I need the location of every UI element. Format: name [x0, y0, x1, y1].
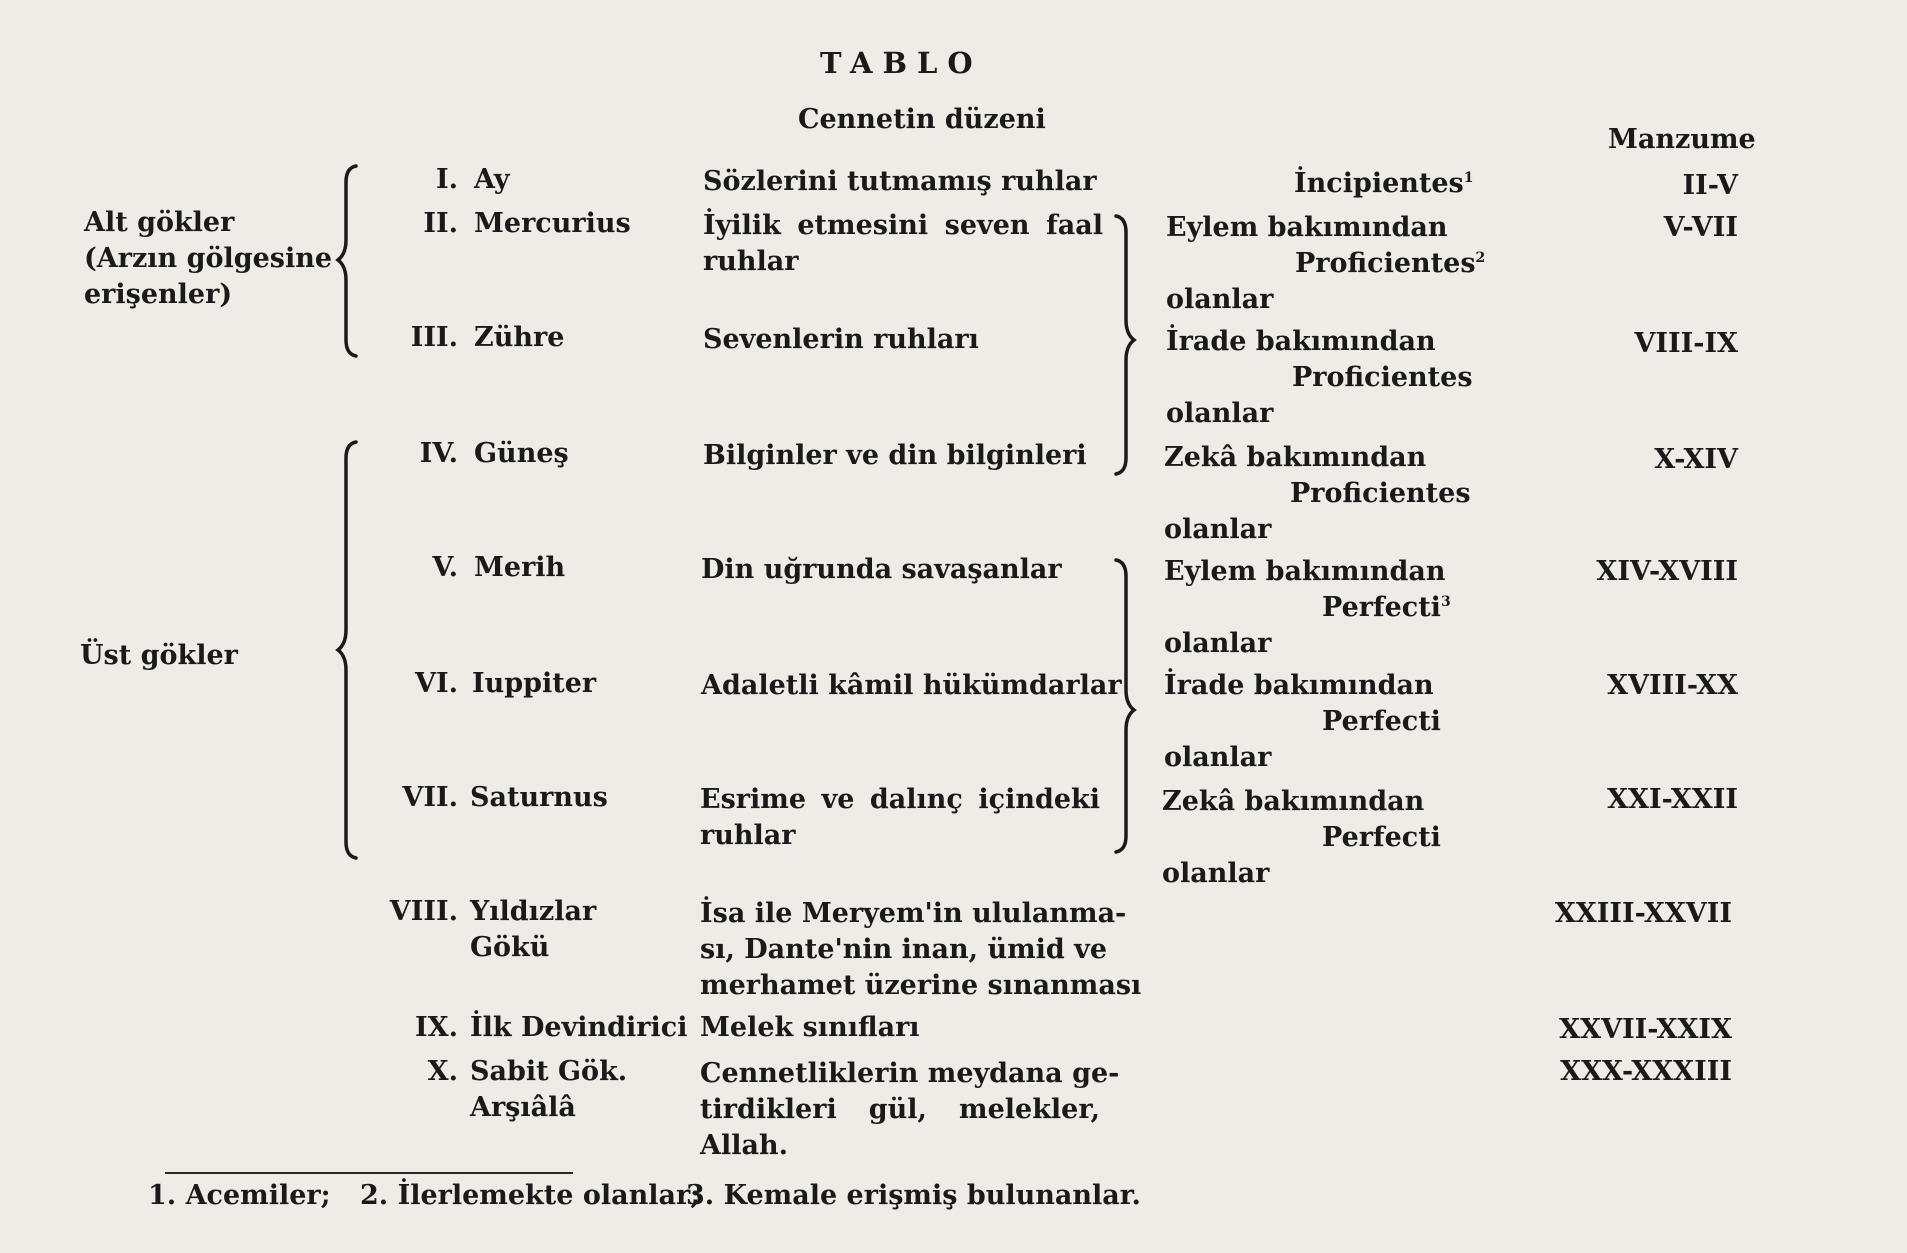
footnote-3: 3. Kemale erişmiş bulunanlar.: [686, 1180, 1141, 1211]
sphere-number: II.: [423, 208, 458, 239]
souls-description-line: ruhlar: [700, 820, 796, 851]
souls-description-line: ruhlar: [703, 246, 799, 277]
souls-description-line: sı, Dante'nin inan, ümid ve: [700, 934, 1108, 965]
souls-description-line: tirdikleri gül, melekler,: [700, 1094, 1100, 1125]
sphere-name: Ay: [474, 164, 510, 195]
sphere-name: İlk Devindirici: [470, 1012, 688, 1043]
category-suffix: olanlar: [1166, 398, 1274, 429]
table-title: TABLO: [820, 46, 983, 80]
sphere-name: Zühre: [474, 322, 565, 353]
category-suffix: olanlar: [1164, 514, 1272, 545]
souls-description-line: Esrime ve dalınç içindeki: [700, 784, 1100, 815]
category-term: İncipientes$^1$: [1294, 168, 1474, 199]
aspect-label: Eylem bakımından: [1164, 556, 1446, 587]
canto-range: X-XIV: [1654, 444, 1738, 475]
souls-description-line: İsa ile Meryem'in ululanma-: [700, 898, 1127, 929]
souls-description-line: Allah.: [700, 1130, 788, 1161]
category-suffix: olanlar: [1164, 742, 1272, 773]
aspect-label: Zekâ bakımından: [1162, 786, 1425, 817]
souls-description-line: merhamet üzerine sınanması: [700, 970, 1142, 1001]
lower-heavens-brace: [338, 166, 356, 356]
category-term: Perfecti: [1322, 822, 1441, 853]
sphere-number: I.: [435, 164, 458, 195]
sphere-name-line: Sabit Gök.: [470, 1056, 628, 1087]
category-term: Proficientes: [1290, 478, 1471, 509]
sphere-number: X.: [427, 1056, 458, 1087]
aspect-label: Eylem bakımından: [1166, 212, 1448, 243]
sphere-number: V.: [432, 552, 458, 583]
perfecti-brace: [1116, 560, 1134, 852]
sphere-number: VIII.: [389, 896, 458, 927]
table-subtitle: Cennetin düzeni: [798, 104, 1046, 135]
category-suffix: olanlar: [1162, 858, 1270, 889]
footnote-rule: [165, 1172, 573, 1174]
sphere-name-line: Arşıâlâ: [470, 1092, 576, 1123]
canto-range: XVIII-XX: [1607, 670, 1738, 701]
sphere-name-line: Yıldızlar: [470, 896, 597, 927]
lower-heavens-note-2: erişenler): [84, 279, 233, 310]
souls-description: Bilginler ve din bilginleri: [703, 440, 1087, 471]
aspect-label: İrade bakımından: [1164, 670, 1434, 701]
canto-range: XXVII-XXIX: [1559, 1014, 1732, 1045]
lower-heavens-label: Alt gökler: [84, 207, 235, 238]
aspect-label: Zekâ bakımından: [1164, 442, 1427, 473]
lower-heavens-note-1: (Arzın gölgesine: [84, 243, 333, 274]
cantos-column-header: Manzume: [1608, 124, 1756, 155]
sphere-number: VII.: [402, 782, 458, 813]
souls-description: Sözlerini tutmamış ruhlar: [703, 166, 1097, 197]
souls-description: Din uğrunda savaşanlar: [701, 554, 1062, 585]
canto-range: XXIII-XXVII: [1554, 898, 1732, 929]
souls-description: Melek sınıfları: [700, 1012, 920, 1043]
aspect-label: İrade bakımından: [1166, 326, 1436, 357]
category-term: Perfecti: [1322, 706, 1441, 737]
upper-heavens-brace: [338, 442, 356, 858]
canto-range: XXI-XXII: [1607, 784, 1738, 815]
canto-range: V-VII: [1663, 212, 1738, 243]
sphere-name: Mercurius: [474, 208, 631, 239]
sphere-number: VI.: [415, 668, 458, 699]
category-term: Proficientes$^2$: [1295, 248, 1486, 279]
canto-range: XIV-XVIII: [1596, 556, 1738, 587]
sphere-name: Saturnus: [470, 782, 608, 813]
canto-range: XXX-XXXIII: [1560, 1056, 1732, 1087]
sphere-name: Iuppiter: [472, 668, 597, 699]
sphere-number: III.: [410, 322, 458, 353]
souls-description: Sevenlerin ruhları: [703, 324, 979, 355]
category-term: Perfecti$^3$: [1322, 592, 1451, 623]
sphere-name: Güneş: [474, 438, 569, 469]
canto-range: II-V: [1682, 170, 1738, 201]
category-suffix: olanlar: [1166, 284, 1274, 315]
upper-heavens-label: Üst gökler: [80, 640, 238, 671]
sphere-name: Merih: [474, 552, 566, 583]
proficientes-brace: [1116, 216, 1134, 474]
souls-description-line: Cennetliklerin meydana ge-: [700, 1058, 1120, 1089]
souls-description: Adaletli kâmil hükümdarlar: [701, 670, 1122, 701]
canto-range: VIII-IX: [1634, 328, 1738, 359]
category-term: Proficientes: [1292, 362, 1473, 393]
sphere-number: IV.: [419, 438, 458, 469]
sphere-number: IX.: [415, 1012, 458, 1043]
footnote-2: 2. İlerlemekte olanlar;: [360, 1180, 701, 1211]
souls-description-line: İyilik etmesini seven faal: [703, 210, 1103, 241]
category-suffix: olanlar: [1164, 628, 1272, 659]
footnote-1: 1. Acemiler;: [148, 1180, 331, 1211]
sphere-name-line: Gökü: [470, 932, 550, 963]
